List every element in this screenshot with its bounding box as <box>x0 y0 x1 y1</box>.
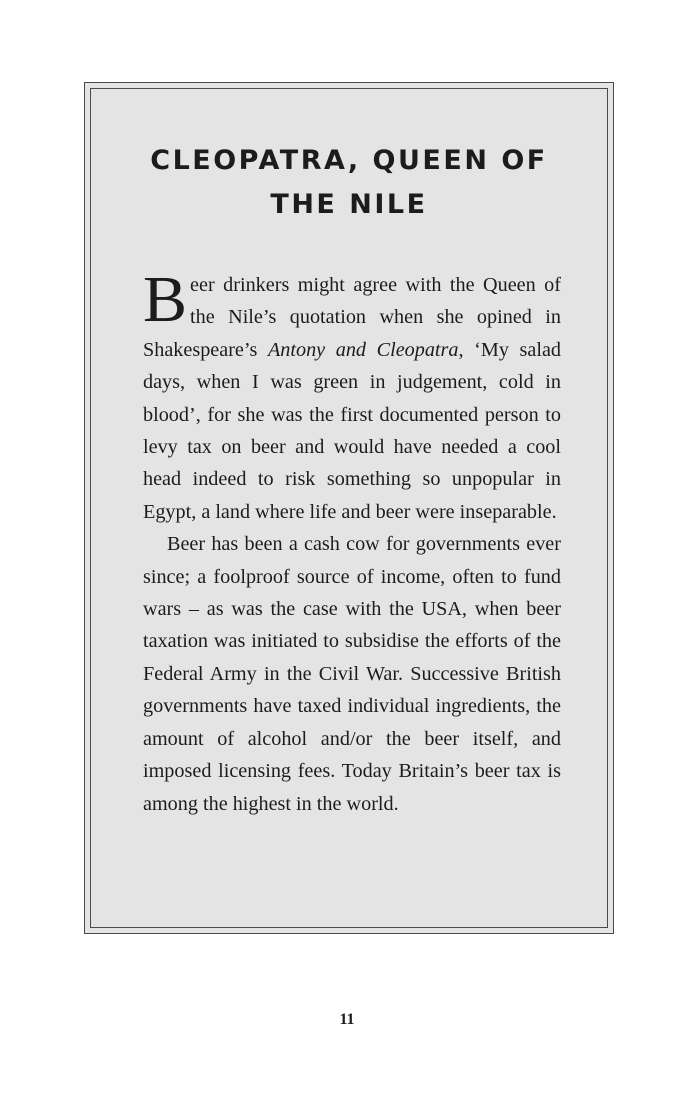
page-number: 11 <box>339 1011 355 1028</box>
paragraph-2: Beer has been a cash cow for governments ever since; a foolproof source of income, often to fund wars – as was the case with the USA, when beer taxation was initiated to subsidise the efforts of the Federal Army in the Civil War. Successive British governments have taxed individual ingredients, the amount of alcohol and/or the beer itself, and imposed licensing fees. Today Britain’s beer tax is among the highest in the world. <box>143 533 561 815</box>
box-title-line-1: CLEOPATRA, QUEEN OF <box>150 145 548 176</box>
sidebar-box-inner-border <box>90 88 608 928</box>
sidebar-box <box>84 82 614 934</box>
paragraph-1-text-a: eer drinkers might agree with the Queen of the Nile’s quotation when she opined in Shakespeare’s <box>143 274 561 361</box>
box-body <box>143 263 561 820</box>
drop-cap: B <box>143 263 188 336</box>
paragraph-1-italic-title: Antony and Cleopatra <box>267 338 459 361</box>
box-title <box>131 139 567 227</box>
paragraph-1-text-b: , ‘My salad days, when I was green in judgement, cold in blood’, for she was the first documented person to levy tax on beer and would have needed a cool head indeed to risk something so unpopular in Egypt, a land where life and beer were inseparable. <box>143 338 561 523</box>
box-title-line-2: THE NILE <box>270 189 428 220</box>
paragraph-1 <box>143 263 561 528</box>
